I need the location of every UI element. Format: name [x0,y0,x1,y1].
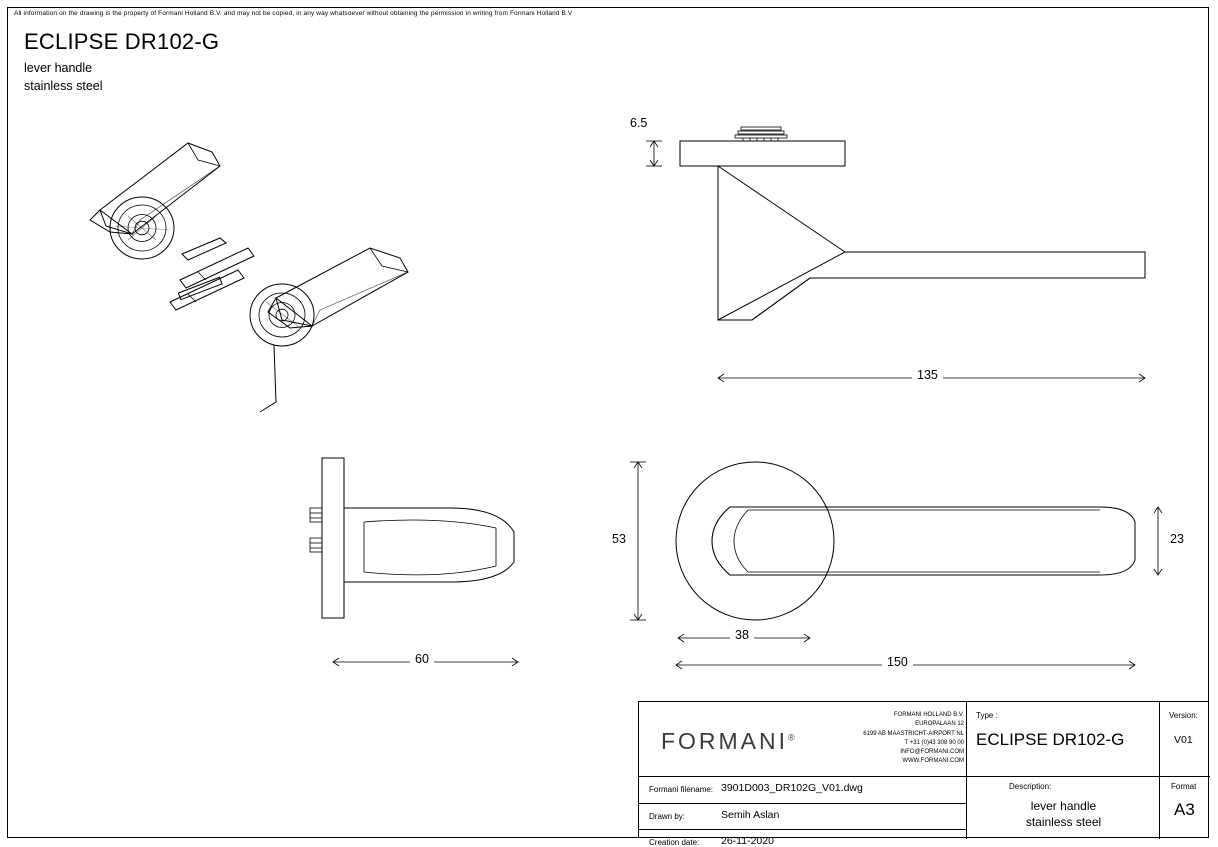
dim-label-handle-height: 23 [1170,532,1184,546]
isometric-exploded-view [70,130,440,410]
side-rose-plate [680,127,845,166]
address-line-4: T +31 (0)43 308 90 00 [904,739,964,746]
type-label: Type : [976,711,998,720]
iso-back-rose [110,197,174,259]
type-value: ECLIPSE DR102-G [976,730,1125,749]
address-line-1: FORMANI HOLLAND B.V. [893,712,964,718]
iso-spindle-and-screws [170,238,254,310]
description-value [976,798,1151,830]
front-rose-plate [310,458,344,618]
tb-hline-4 [966,776,1210,777]
tb-hline-3 [639,829,966,830]
dim-rose-diameter-53 [630,462,646,620]
tb-hline-2 [639,803,966,804]
iso-allen-key [260,345,276,412]
dim-label-total-length: 150 [882,655,913,669]
iso-front-rose [250,284,314,346]
plan-rose-circle [676,462,834,620]
page-subtitle-line1: lever handle [24,61,93,76]
drawn-by-label: Drawn by: [649,812,686,821]
filename-label: Formani filename: [649,785,714,794]
front-lever-profile [344,508,514,582]
description-line2: stainless steel [1025,815,1102,830]
copyright-notice: All information on the drawing is the property of Formani Holland B.V. and may not be copied, in any way whatsoever without obtaining the permission in writing from Formani Holland B.V [14,10,573,17]
tb-vline-1 [966,702,967,839]
side-lever-body [718,166,1145,320]
side-elevation-view [630,116,1160,410]
company-logo [661,728,795,755]
address-line-5: INFO@FORMANI.COM [900,749,964,756]
format-value: A3 [1174,800,1195,819]
creation-date-label: Creation date: [649,838,700,847]
description-label: Description: [1009,782,1052,791]
dim-handle-height-23 [1154,507,1162,575]
dim-label-rose-depth: 60 [410,652,434,666]
iso-back-lever [90,143,220,234]
company-logo-text: FORMANI [661,728,788,754]
page-subtitle-line2: stainless steel [24,79,103,94]
creation-date-value: 26-11-2020 [721,835,774,847]
address-line-2: EUROPALAAN 12 [915,721,964,728]
description-line1: lever handle [1030,799,1097,813]
dim-label-rose-width: 38 [730,628,754,642]
title-block [638,701,1209,847]
dim-label-rose-diameter: 53 [612,532,626,546]
plan-lever-arm [712,507,1135,575]
top-plan-view [612,450,1184,680]
tb-hline-1 [639,776,966,777]
dim-thickness-65 [646,141,662,166]
address-line-6: WWW.FORMANI.COM [902,758,964,765]
registered-mark: ® [787,732,795,743]
version-label: Version: [1169,711,1198,720]
format-label: Format [1171,782,1197,791]
iso-front-lever [268,248,408,328]
dim-label-thickness: 6.5 [630,116,648,130]
dim-label-projection: 135 [912,368,943,382]
front-section-view [300,450,550,680]
drawn-by-value: Semih Aslan [721,809,780,821]
filename-value: 3901D003_DR102G_V01.dwg [721,782,863,794]
tb-vline-2 [1159,702,1160,839]
version-value: V01 [1174,734,1193,746]
company-address [844,711,964,767]
address-line-3: 6199 AB MAASTRICHT-AIRPORT NL [863,730,964,737]
drawing-title-group [24,30,219,95]
page-title: ECLIPSE DR102-G [24,29,220,54]
